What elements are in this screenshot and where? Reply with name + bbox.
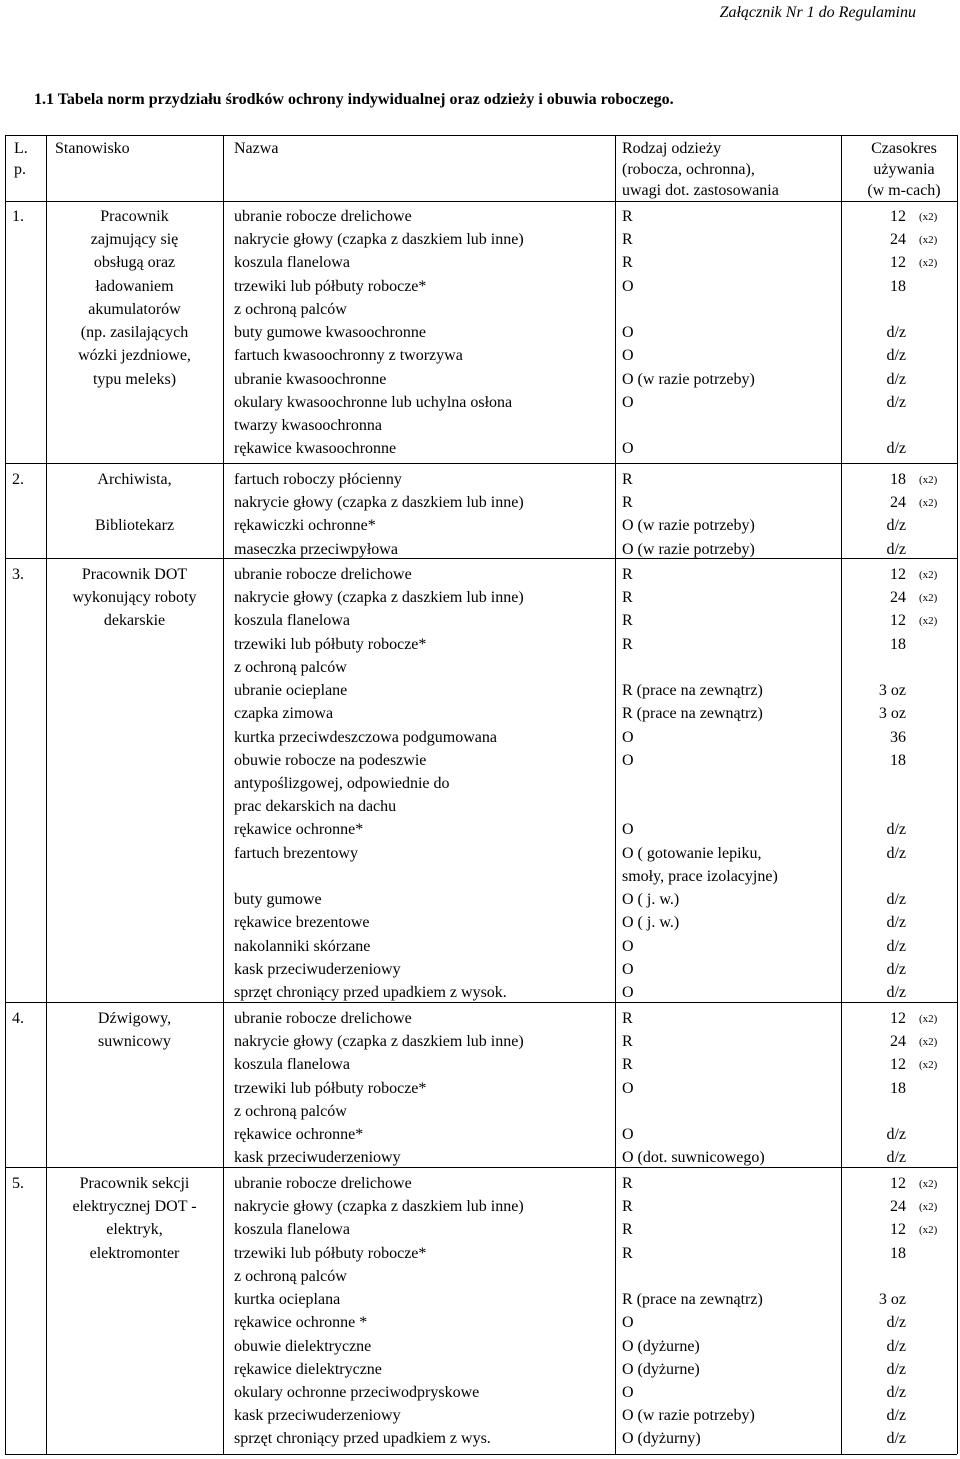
item-type: smoły, prace izolacyjne) xyxy=(622,867,778,885)
item-name: trzewiki lub półbuty robocze* xyxy=(234,635,427,653)
item-period: d/z xyxy=(886,1407,906,1425)
table-border-right xyxy=(957,135,958,1454)
item-period: d/z xyxy=(886,1337,906,1355)
item-type: R xyxy=(622,1010,633,1027)
item-name: z ochroną palców xyxy=(234,1102,347,1120)
item-name: kurtka przeciwdeszczowa podgumowana xyxy=(234,728,497,746)
item-name: okulary ochronne przeciwodpryskowe xyxy=(234,1383,480,1401)
item-type: R xyxy=(622,1221,633,1239)
position-name: zajmujący się xyxy=(90,231,179,249)
item-name: nakolanniki skórzane xyxy=(234,937,371,955)
item-period: 12 xyxy=(890,1010,906,1027)
section-number: 4. xyxy=(12,1010,24,1027)
item-multiplier: (x2) xyxy=(919,1201,938,1214)
item-period: 18 xyxy=(890,751,906,769)
item-period: 18 xyxy=(890,471,906,488)
item-period: d/z xyxy=(886,1314,906,1332)
item-period: d/z xyxy=(886,1430,906,1448)
item-name: czapka zimowa xyxy=(234,705,334,723)
item-multiplier: (x2) xyxy=(919,1036,938,1049)
item-name: ubranie robocze drelichowe xyxy=(234,1010,412,1027)
position-name: Archiwista, xyxy=(97,471,172,488)
item-period: 18 xyxy=(890,635,906,653)
item-type: O xyxy=(622,393,634,411)
item-name: nakrycie głowy (czapka z daszkiem lub inne) xyxy=(234,231,524,249)
item-type: R xyxy=(622,635,633,653)
item-type: O xyxy=(622,983,634,1001)
item-type: O (dyżurny) xyxy=(622,1430,701,1448)
column-divider xyxy=(841,135,842,1454)
item-name: rękawice brezentowe xyxy=(234,914,370,932)
item-name: nakrycie głowy (czapka z daszkiem lub inne) xyxy=(234,1033,524,1051)
item-multiplier: (x2) xyxy=(919,1013,938,1025)
item-period: d/z xyxy=(886,891,906,909)
item-name: kurtka ocieplana xyxy=(234,1291,341,1309)
item-name: koszula flanelowa xyxy=(234,1221,350,1239)
item-multiplier: (x2) xyxy=(919,592,938,605)
column-divider xyxy=(615,135,616,1454)
item-multiplier: (x2) xyxy=(919,1224,938,1237)
section-divider xyxy=(5,463,957,464)
item-type: R xyxy=(622,589,633,607)
item-period: 12 xyxy=(890,1056,906,1074)
item-name: rękawice dielektryczne xyxy=(234,1360,382,1378)
item-multiplier: (x2) xyxy=(919,497,938,510)
item-type: O xyxy=(622,277,634,295)
column-divider xyxy=(223,135,224,1454)
section-number: 2. xyxy=(12,471,24,488)
item-name: twarzy kwasoochronna xyxy=(234,416,382,434)
item-period: d/z xyxy=(886,393,906,411)
item-name: koszula flanelowa xyxy=(234,254,350,272)
item-type: R xyxy=(622,231,633,249)
position-name: Pracownik DOT xyxy=(81,566,188,583)
position-name: Dźwigowy, xyxy=(97,1010,172,1027)
item-name: z ochroną palców xyxy=(234,1267,347,1285)
item-name: trzewiki lub półbuty robocze* xyxy=(234,1244,427,1262)
section-divider xyxy=(5,1167,957,1168)
item-name: kask przeciwuderzeniowy xyxy=(234,1149,401,1167)
item-name: obuwie robocze na podeszwie xyxy=(234,751,427,769)
item-multiplier: (x2) xyxy=(919,211,938,223)
item-period: 24 xyxy=(890,494,906,512)
item-period: d/z xyxy=(886,960,906,978)
item-name: antypoślizgowej, odpowiednie do xyxy=(234,774,450,792)
item-type: O xyxy=(622,821,634,839)
item-name: ubranie robocze drelichowe xyxy=(234,566,412,583)
item-period: d/z xyxy=(886,983,906,1001)
item-name: fartuch brezentowy xyxy=(234,844,358,862)
position-name: Pracownik sekcji xyxy=(79,1175,190,1192)
item-type: O xyxy=(622,751,634,769)
item-period: d/z xyxy=(886,914,906,932)
item-name: okulary kwasoochronne lub uchylna osłona xyxy=(234,393,513,411)
item-type: O (dyżurne) xyxy=(622,1337,700,1355)
position-name: typu meleks) xyxy=(92,370,177,388)
item-type: O xyxy=(622,728,634,746)
section-number: 1. xyxy=(12,208,24,225)
attachment-label: Załącznik Nr 1 do Regulaminu xyxy=(719,4,916,21)
item-period: 18 xyxy=(890,1079,906,1097)
item-type: O xyxy=(622,1126,634,1144)
item-period: 3 oz xyxy=(878,1291,906,1309)
section-divider xyxy=(5,558,957,559)
item-type: O (dyżurne) xyxy=(622,1360,700,1378)
item-period: d/z xyxy=(886,821,906,839)
item-period: d/z xyxy=(886,844,906,862)
item-type: R xyxy=(622,566,633,583)
item-type: R xyxy=(622,208,633,225)
item-period: 12 xyxy=(890,208,906,225)
item-period: 12 xyxy=(890,612,906,630)
item-type: O xyxy=(622,440,634,458)
position-name: wózki jezdniowe, xyxy=(78,347,191,365)
item-type: O (w razie potrzeby) xyxy=(622,1407,755,1425)
item-period: 24 xyxy=(890,589,906,607)
item-type: R xyxy=(622,254,633,272)
item-period: 3 oz xyxy=(878,682,906,700)
item-multiplier: (x2) xyxy=(919,474,938,486)
item-multiplier: (x2) xyxy=(919,257,938,270)
item-name: trzewiki lub półbuty robocze* xyxy=(234,277,427,295)
item-name: trzewiki lub półbuty robocze* xyxy=(234,1079,427,1097)
item-name: kask przeciwuderzeniowy xyxy=(234,1407,401,1425)
header-name: Nazwa xyxy=(234,140,279,157)
item-name: maseczka przeciwpyłowa xyxy=(234,540,398,558)
item-type: O xyxy=(622,1079,634,1097)
position-name: obsługą oraz xyxy=(93,254,176,272)
item-type: O xyxy=(622,324,634,342)
item-name: ubranie robocze drelichowe xyxy=(234,1175,412,1192)
item-period: 18 xyxy=(890,277,906,295)
item-type: O (w razie potrzeby) xyxy=(622,370,755,388)
item-type: O (w razie potrzeby) xyxy=(622,540,755,558)
item-name: koszula flanelowa xyxy=(234,1056,350,1074)
item-multiplier: (x2) xyxy=(919,1059,938,1072)
item-multiplier: (x2) xyxy=(919,569,938,581)
item-name: sprzęt chroniący przed upadkiem z wysok. xyxy=(234,983,507,1001)
item-period: d/z xyxy=(886,1149,906,1167)
item-period: d/z xyxy=(886,324,906,342)
position-name: wykonujący roboty xyxy=(72,589,197,607)
item-type: R (prace na zewnątrz) xyxy=(622,705,763,723)
item-period: d/z xyxy=(886,370,906,388)
item-period: 3 oz xyxy=(878,705,906,723)
item-name: rękawice ochronne * xyxy=(234,1314,368,1332)
position-name: elektromonter xyxy=(89,1244,180,1262)
item-period: 18 xyxy=(890,1244,906,1262)
item-name: sprzęt chroniący przed upadkiem z wys. xyxy=(234,1430,491,1448)
header-lp: L. p. xyxy=(14,140,28,178)
item-type: R (prace na zewnątrz) xyxy=(622,682,763,700)
item-period: d/z xyxy=(886,1360,906,1378)
header-type: Rodzaj odzieży (robocza, ochronna), uwagi dot. zastosowania xyxy=(622,140,779,199)
item-name: z ochroną palców xyxy=(234,300,347,318)
item-name: buty gumowe kwasoochronne xyxy=(234,324,426,342)
item-type: R xyxy=(622,1056,633,1074)
position-name: ładowaniem xyxy=(95,277,174,295)
item-type: R xyxy=(622,1175,633,1192)
item-period: d/z xyxy=(886,440,906,458)
position-name: akumulatorów xyxy=(88,300,181,318)
item-name: rękawice kwasoochronne xyxy=(234,440,397,458)
item-name: nakrycie głowy (czapka z daszkiem lub inne) xyxy=(234,1198,524,1216)
header-position: Stanowisko xyxy=(55,140,130,157)
item-type: O (dot. suwnicowego) xyxy=(622,1149,765,1167)
item-name: ubranie robocze drelichowe xyxy=(234,208,412,225)
item-name: nakrycie głowy (czapka z daszkiem lub inne) xyxy=(234,494,524,512)
item-type: O xyxy=(622,937,634,955)
table-border-bottom xyxy=(5,1454,957,1455)
item-period: 24 xyxy=(890,231,906,249)
table-border-top xyxy=(5,135,957,136)
item-period: d/z xyxy=(886,540,906,558)
item-name: obuwie dielektryczne xyxy=(234,1337,372,1355)
item-name: prac dekarskich na dachu xyxy=(234,798,397,816)
item-period: 12 xyxy=(890,1175,906,1192)
item-name: ubranie ocieplane xyxy=(234,682,348,700)
item-name: fartuch roboczy płócienny xyxy=(234,471,402,488)
item-multiplier: (x2) xyxy=(919,1178,938,1190)
item-period: 24 xyxy=(890,1033,906,1051)
item-type: R xyxy=(622,471,633,488)
item-period: 12 xyxy=(890,1221,906,1239)
item-type: O (w razie potrzeby) xyxy=(622,517,755,535)
section-divider xyxy=(5,1002,957,1003)
item-type: R xyxy=(622,1198,633,1216)
item-name: kask przeciwuderzeniowy xyxy=(234,960,401,978)
item-type: R xyxy=(622,1244,633,1262)
item-type: O xyxy=(622,347,634,365)
item-period: d/z xyxy=(886,517,906,535)
item-name: rękawice ochronne* xyxy=(234,1126,364,1144)
item-name: rękawice ochronne* xyxy=(234,821,364,839)
item-period: 36 xyxy=(890,728,906,746)
section-number: 3. xyxy=(12,566,24,583)
item-type: R xyxy=(622,494,633,512)
item-name: z ochroną palców xyxy=(234,658,347,676)
item-name: fartuch kwasoochronny z tworzywa xyxy=(234,347,463,365)
item-period: 24 xyxy=(890,1198,906,1216)
item-type: R (prace na zewnątrz) xyxy=(622,1291,763,1309)
position-name: (np. zasilających xyxy=(80,324,189,342)
header-period: Czasokres używania (w m-cach) xyxy=(867,140,941,199)
item-name: rękawiczki ochronne* xyxy=(234,517,376,535)
item-period: d/z xyxy=(886,1383,906,1401)
position-name: Pracownik xyxy=(100,208,169,225)
item-type: O ( gotowanie lepiku, xyxy=(622,844,762,862)
position-name: suwnicowy xyxy=(98,1033,171,1051)
item-type: O xyxy=(622,1314,634,1332)
item-period: d/z xyxy=(886,937,906,955)
item-type: O xyxy=(622,1383,634,1401)
item-type: O ( j. w.) xyxy=(622,891,680,909)
item-name: nakrycie głowy (czapka z daszkiem lub inne) xyxy=(234,589,524,607)
item-name: buty gumowe xyxy=(234,891,322,909)
document-title: 1.1 Tabela norm przydziału środków ochrony indywidualnej oraz odzieży i obuwia roboczego. xyxy=(34,91,674,108)
item-name: koszula flanelowa xyxy=(234,612,350,630)
item-period: 12 xyxy=(890,566,906,583)
item-name: ubranie kwasoochronne xyxy=(234,370,387,388)
section-number: 5. xyxy=(12,1175,24,1192)
item-period: d/z xyxy=(886,1126,906,1144)
table-border-left xyxy=(5,135,6,1454)
item-multiplier: (x2) xyxy=(919,615,938,628)
item-type: R xyxy=(622,1033,633,1051)
item-type: R xyxy=(622,612,633,630)
position-name: elektryk, xyxy=(106,1221,163,1239)
header-divider xyxy=(5,201,957,202)
item-type: O ( j. w.) xyxy=(622,914,680,932)
item-type: O xyxy=(622,960,634,978)
position-name: elektrycznej DOT - xyxy=(72,1198,197,1216)
item-period: 12 xyxy=(890,254,906,272)
position-name: Bibliotekarz xyxy=(94,517,175,535)
item-period: d/z xyxy=(886,347,906,365)
position-name: dekarskie xyxy=(103,612,166,630)
item-multiplier: (x2) xyxy=(919,234,938,247)
